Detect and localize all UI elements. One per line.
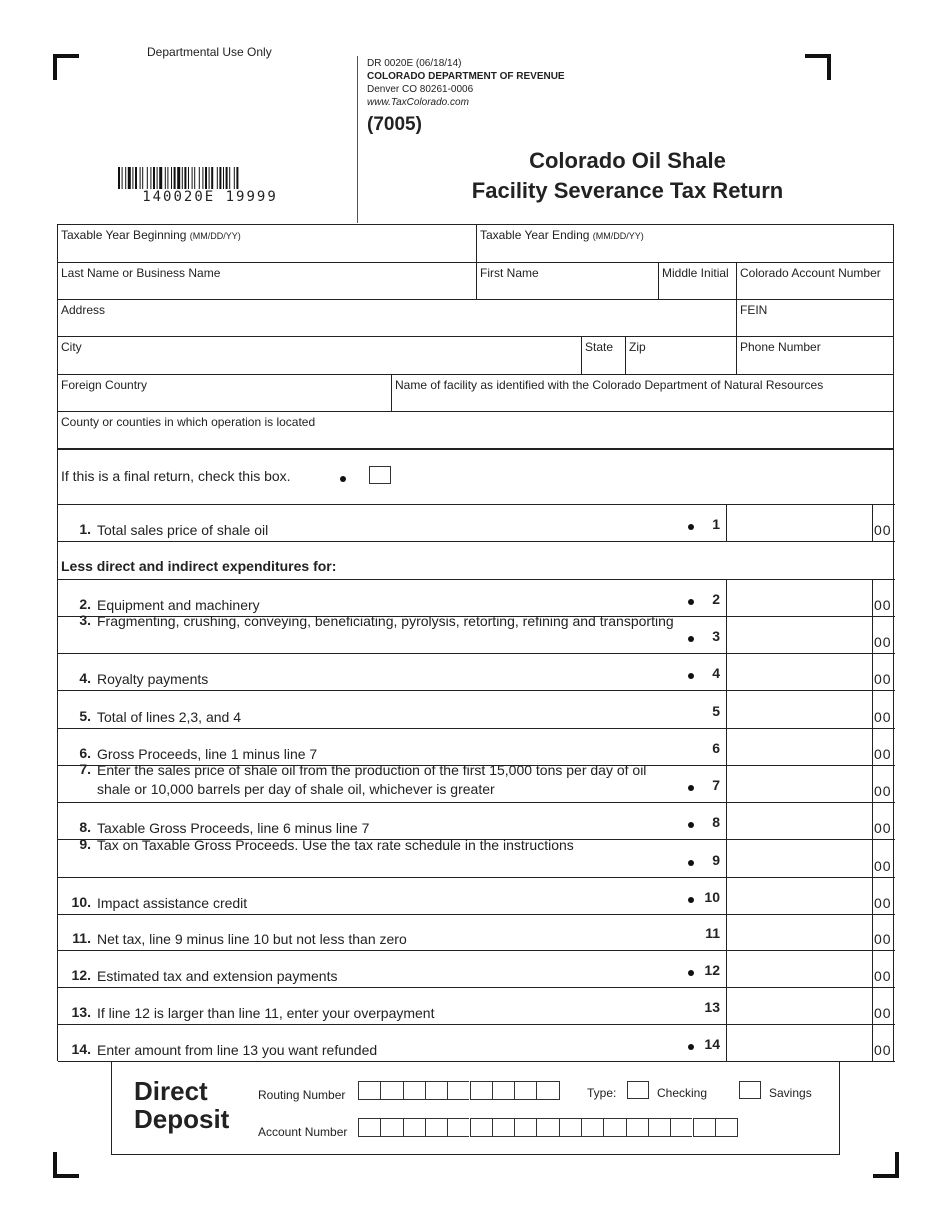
amount-input[interactable]: [727, 690, 872, 728]
bullet-icon: [688, 599, 694, 605]
amount-input[interactable]: [727, 616, 872, 653]
cents-value: 00: [874, 522, 892, 538]
digit-box[interactable]: [648, 1118, 670, 1137]
line-reference: 8: [712, 814, 720, 830]
cents-value: 00: [874, 671, 892, 687]
less-expenditures-heading: Less direct and indirect expenditures for:: [61, 558, 337, 574]
cents-value: 00: [874, 597, 892, 613]
facility-name-field[interactable]: [392, 375, 894, 412]
digit-box[interactable]: [470, 1081, 492, 1100]
first-name-field[interactable]: [477, 263, 659, 300]
departmental-use-label: Departmental Use Only: [147, 45, 272, 59]
savings-label: Savings: [769, 1086, 812, 1100]
address-field[interactable]: [58, 300, 737, 337]
final-return-checkbox[interactable]: [369, 466, 391, 484]
line-description: Net tax, line 9 minus line 10 but not less than zero: [97, 931, 407, 947]
line-number: 1.: [79, 521, 91, 537]
line-description: Impact assistance credit: [97, 895, 248, 911]
amount-input[interactable]: [727, 802, 872, 839]
bullet-icon: [688, 636, 694, 642]
digit-box[interactable]: [358, 1118, 380, 1137]
line-reference: 1: [712, 516, 720, 532]
line-number: 13.: [71, 1004, 91, 1020]
digit-box[interactable]: [447, 1081, 469, 1100]
tax-line-row: [58, 579, 894, 616]
amount-input[interactable]: [727, 877, 872, 914]
date-format-hint: (MM/DD/YY): [592, 231, 644, 241]
first-name-label: First Name: [480, 266, 539, 280]
tax-year-end-field[interactable]: [477, 225, 894, 263]
tax-line-row: [58, 802, 894, 839]
line-reference: 7: [712, 777, 720, 793]
line-description: Taxable Gross Proceeds, line 6 minus line 7: [97, 820, 370, 836]
line-number: 9.: [79, 836, 91, 852]
digit-box[interactable]: [380, 1118, 402, 1137]
line-description: Enter amount from line 13 you want refunded: [97, 1042, 378, 1058]
cents-value: 00: [874, 746, 892, 762]
line-reference: 2: [712, 591, 720, 607]
line-reference: 11: [705, 925, 720, 941]
county-label: County or counties in which operation is located: [61, 415, 316, 429]
tax-line-row: [58, 950, 894, 987]
digit-box[interactable]: [514, 1118, 536, 1137]
line-description: Tax on Taxable Gross Proceeds. Use the tax rate schedule in the instructions: [97, 837, 574, 853]
title-line-2: Facility Severance Tax Return: [471, 178, 784, 203]
foreign-country-label: Foreign Country: [61, 378, 148, 392]
amount-input[interactable]: [727, 579, 872, 616]
final-return-label: If this is a final return, check this box.: [61, 468, 291, 484]
direct-deposit-title-line-1: Direct: [134, 1076, 208, 1106]
amount-input[interactable]: [727, 504, 872, 541]
digit-box-end: [737, 1118, 738, 1137]
digit-box[interactable]: [536, 1081, 558, 1100]
crop-mark-top-right: [805, 54, 831, 80]
bullet-icon: [688, 860, 694, 866]
digit-box[interactable]: [447, 1118, 469, 1137]
form-code: DR 0020E (06/18/14): [367, 58, 462, 69]
divider: [58, 541, 895, 542]
tax-line-row: [58, 987, 894, 1024]
account-number-label: Account Number: [258, 1125, 348, 1139]
digit-box[interactable]: [559, 1118, 581, 1137]
bullet-icon: [688, 524, 694, 530]
department-address: Denver CO 80261-0006: [367, 84, 474, 95]
tax-line-row: [58, 761, 894, 802]
cents-value: 00: [874, 858, 892, 874]
phone-label: Phone Number: [740, 340, 821, 354]
tax-line-row: [58, 504, 894, 541]
line-description: Estimated tax and extension payments: [97, 968, 338, 984]
digit-box[interactable]: [626, 1118, 648, 1137]
bullet-icon: [340, 476, 346, 482]
line-number: 14.: [71, 1041, 91, 1057]
digit-box[interactable]: [425, 1118, 447, 1137]
line-number: 2.: [79, 596, 91, 612]
city-label: City: [61, 340, 82, 354]
line-description: Total of lines 2,3, and 4: [97, 709, 241, 725]
amount-input[interactable]: [727, 1024, 872, 1061]
digit-box[interactable]: [670, 1118, 692, 1137]
digit-box[interactable]: [358, 1081, 380, 1100]
middle-initial-label: Middle Initial: [662, 266, 729, 280]
line-description: Royalty payments: [97, 671, 209, 687]
amount-input[interactable]: [727, 765, 872, 802]
amount-input[interactable]: [727, 950, 872, 987]
bullet-icon: [688, 822, 694, 828]
line-description: Equipment and machinery: [97, 597, 260, 613]
cents-value: 00: [874, 783, 892, 799]
digit-box[interactable]: [514, 1081, 536, 1100]
checking-label: Checking: [657, 1086, 708, 1100]
amount-input[interactable]: [727, 728, 872, 765]
barcode-image: [118, 167, 302, 189]
routing-number-label: Routing Number: [258, 1088, 346, 1102]
line-number: 3.: [79, 612, 91, 628]
digit-box[interactable]: [403, 1118, 425, 1137]
line-number: 6.: [79, 745, 91, 761]
digit-box[interactable]: [403, 1081, 425, 1100]
digit-box[interactable]: [470, 1118, 492, 1137]
date-format-hint: (MM/DD/YY): [189, 231, 241, 241]
line-description: Gross Proceeds, line 1 minus line 7: [97, 746, 318, 762]
line-reference: 12: [704, 962, 720, 978]
line-reference: 9: [712, 852, 720, 868]
foreign-country-field[interactable]: [58, 375, 392, 412]
facility-name-label: Name of facility as identified with the Colorado Department of Natural Resources: [395, 378, 824, 392]
line-reference: 4: [712, 665, 720, 681]
amount-input[interactable]: [727, 653, 872, 690]
cents-value: 00: [874, 931, 892, 947]
line-number: 10.: [71, 894, 91, 910]
savings-checkbox[interactable]: [739, 1081, 761, 1099]
digit-box[interactable]: [380, 1081, 402, 1100]
checking-checkbox[interactable]: [627, 1081, 649, 1099]
line-reference: 5: [712, 703, 720, 719]
amount-input[interactable]: [727, 914, 872, 950]
cents-value: 00: [874, 820, 892, 836]
tax-line-row: [58, 612, 894, 653]
line-reference: 3: [712, 628, 720, 644]
state-label: State: [585, 340, 614, 354]
line-reference: 10: [704, 889, 720, 905]
digit-box[interactable]: [536, 1118, 558, 1137]
bullet-icon: [688, 897, 694, 903]
zip-label: Zip: [629, 340, 646, 354]
department-website: www.TaxColorado.com: [367, 97, 469, 108]
phone-field[interactable]: [737, 337, 894, 375]
crop-mark-top-left: [53, 54, 79, 80]
digit-box[interactable]: [492, 1118, 514, 1137]
cents-value: 00: [874, 1042, 892, 1058]
digit-box[interactable]: [715, 1118, 737, 1137]
state-field[interactable]: [582, 337, 626, 375]
zip-field[interactable]: [626, 337, 737, 375]
fein-field[interactable]: [737, 300, 894, 337]
amount-input[interactable]: [727, 987, 872, 1024]
tax-year-begin-field[interactable]: [58, 225, 477, 263]
last-name-field[interactable]: [58, 263, 477, 300]
account-number-field[interactable]: [737, 263, 894, 300]
tax-line-row: [58, 728, 894, 765]
line-description: If line 12 is larger than line 11, enter your overpayment: [97, 1005, 435, 1021]
tax-line-row: [58, 1024, 894, 1061]
account-type-label: Type:: [587, 1086, 617, 1100]
cents-value: 00: [874, 634, 892, 650]
middle-initial-field[interactable]: [659, 263, 737, 300]
bullet-icon: [688, 673, 694, 679]
last-name-label: Last Name or Business Name: [61, 266, 221, 280]
line-description: Enter the sales price of shale oil from the production of the first 15,000 tons per day of oil shale or 10,000 barrels per day of shale oil, whichever is greater: [97, 762, 647, 797]
line-number: 7.: [79, 761, 91, 777]
form-number: (7005): [367, 114, 422, 135]
line-number: 12.: [71, 967, 91, 983]
tax-line-row: [58, 690, 894, 728]
title-line-1: Colorado Oil Shale: [529, 148, 726, 173]
line-number: 8.: [79, 819, 91, 835]
direct-deposit-title-line-2: Deposit: [134, 1104, 230, 1134]
account-number-label: Colorado Account Number: [740, 266, 881, 280]
crop-mark-bottom-left: [53, 1152, 79, 1178]
amount-input[interactable]: [727, 839, 872, 877]
address-label: Address: [61, 303, 106, 317]
tax-line-row: [58, 914, 894, 950]
cents-value: 00: [874, 968, 892, 984]
line-reference: 14: [704, 1036, 720, 1052]
barcode-number: 140020E 19999: [142, 189, 278, 205]
page-title: [420, 146, 835, 206]
digit-box[interactable]: [425, 1081, 447, 1100]
county-field[interactable]: [58, 412, 894, 450]
tax-year-end-label: Taxable Year Ending: [480, 228, 590, 242]
tax-line-row: [58, 836, 894, 877]
cents-value: 00: [874, 1005, 892, 1021]
tax-line-row: [58, 653, 894, 690]
bullet-icon: [688, 1044, 694, 1050]
cents-value: 00: [874, 895, 892, 911]
line-number: 4.: [79, 670, 91, 686]
digit-box[interactable]: [603, 1118, 625, 1137]
digit-box[interactable]: [581, 1118, 603, 1137]
fein-label: FEIN: [740, 303, 768, 317]
bullet-icon: [688, 785, 694, 791]
direct-deposit-title: [134, 1077, 229, 1133]
line-number: 5.: [79, 708, 91, 724]
line-reference: 13: [704, 999, 720, 1015]
tax-line-row: [58, 877, 894, 914]
department-name: COLORADO DEPARTMENT OF REVENUE: [367, 71, 565, 82]
bullet-icon: [688, 970, 694, 976]
digit-box[interactable]: [693, 1118, 715, 1137]
digit-box[interactable]: [492, 1081, 514, 1100]
crop-mark-bottom-right: [873, 1152, 899, 1178]
line-description: Total sales price of shale oil: [97, 522, 269, 538]
tax-year-begin-label: Taxable Year Beginning: [61, 228, 187, 242]
line-description: Fragmenting, crushing, conveying, beneficiating, pyrolysis, retorting, refining and transporting: [97, 613, 674, 629]
line-number: 11.: [72, 930, 91, 946]
digit-box-end: [559, 1081, 560, 1100]
city-field[interactable]: [58, 337, 582, 375]
department-block: [367, 57, 565, 109]
cents-value: 00: [874, 709, 892, 725]
header-divider: [357, 56, 358, 223]
line-reference: 6: [712, 740, 720, 756]
